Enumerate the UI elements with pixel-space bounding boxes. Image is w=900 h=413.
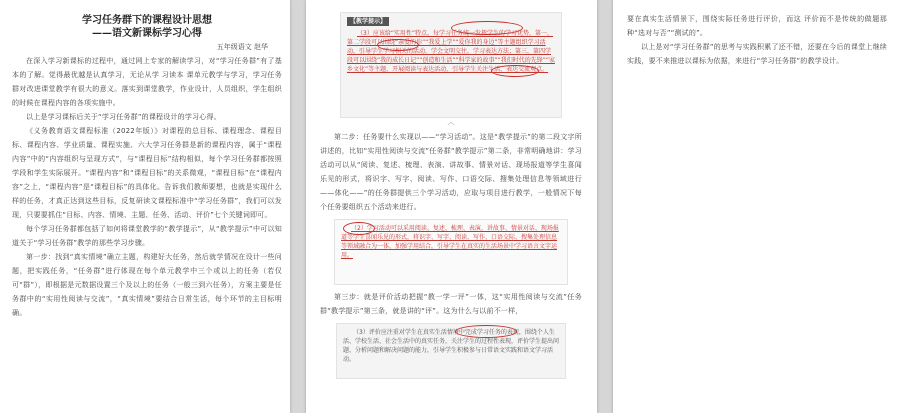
page-1-content xyxy=(12,14,282,320)
body-paragraph: 每个学习任务群都包括了如何将课堂教学的“教学提示”，从“教学提示”中可以知道关于“学习任务群”教学的那些学习步骤。 xyxy=(12,225,282,247)
scanned-excerpt-3 xyxy=(336,323,566,379)
excerpt-text xyxy=(341,224,561,260)
body-paragraph: 第二步：任务要什么实现以——“学习活动”。这是“教学提示”的第二段文字所讲述的，比如“实用性阅读与交流”任务群“教学提示”第二条，非常明确地讲：学习活动可以从“阅读、复述、梳理、表演、讲故事、情景对话、现场报道等学生喜闻乐见的形式，将识字、写字、阅读、写作、口语交际、搜集处理信息等领域进行——体化——”的任务群提供三个学习活动，应取与项目进行教学，一般情况下每个任务要组织五个活动来进行。 xyxy=(320,133,582,211)
body-paragraph: 《义务教育语文课程标准（2022年版）》对课程的总目标、课程理念、课程目标、课程内容、学业质量、课程实施、六大学习任务群是新的课程内容，属于“课程内容”中的“内容组织与呈现方式”，与“课程目标”结构相似，每个学习任务群都按照学段和学生实际展开。“课程内容”和“课程目标”的关系微观，“课程目标”在“课程内容”之上，“课程内容”是“课程目标”的具体化。告诉我们教师要想，也就是实现什么样的任务，才真正达到这些目标，反复研读文课程标准中“学习任务群”，我们可以发现，只要要抓住“目标、内容、情境、主题、任务、活动、评价”七个关键词即可。 xyxy=(12,127,282,219)
body-paragraph: 第三步：就是评价活动把握“教一学一评”一体，这“实用性阅读与交流”任务群“教学提示”第三条，就是讲的“评”。这为什么与以前不一样， xyxy=(320,293,582,315)
scanned-excerpt-2 xyxy=(334,219,568,285)
author-byline: 五年级语文 赵华 xyxy=(216,43,268,51)
page-3-content xyxy=(627,12,887,68)
annotated-text: （3）应该给“实用性”特点，每学习任务统一发挥学生的学习优势，第一，第二学段可以围绕“亲爱的你”“我爱上学”“爱你我的身边”等主题组织学习活动，引导学生学习相关的活动，学会文明交往，学习表达方法；第三，第四学段可以围绕“我的成长日记”“创造和生活”“科学家的故事”“我们时代的先锋”“家乡文化”等主题，开展阅读与表达活动，引导学生关注生活，表达交流观点。 xyxy=(347,30,555,73)
collapse-handle[interactable]: ︿ xyxy=(447,118,455,126)
excerpt-text: （3）评价应注重对学生在真实生活情境中完成学习任务的表现，围绕个人生活、学校生活、社会生活中的真实任务，关注学生的过程性表现，评价学生提出问题、分析问题和解决问题的能力，引导学生积极参与日常语文实践和语文学习活动。 xyxy=(343,329,560,363)
body-paragraph: 以上是学习课标后关于“学习任务群”的课程设计的学习心得。 xyxy=(26,113,221,121)
document-page-3 xyxy=(613,0,900,413)
document-page-2 xyxy=(306,0,597,413)
page-2-content xyxy=(320,0,582,379)
document-subtitle: ——语文新课标学习心得 xyxy=(92,28,202,39)
document-page-1 xyxy=(0,0,290,413)
body-paragraph: 第一步：找到“真实情境”确立主题，构建好大任务，然后就学情况在设计一些问题，把实践任务，“任务群”进行体现在每个单元教学中三个或以上的任务（若仅可“群”），即根据是元数据设置三个及以上的任务（一般三到六任务），方案主要是任务群中的“实用性阅读与交流”，“真实情境”要结合日常生活，每个环节的主目标明确。 xyxy=(12,253,282,317)
body-paragraph: 在深入学习新课标的过程中，通过网上专家的解读学习，对“学习任务群”有了基本的了解。觉得最优越是认真学习，无论从学 习读本 课单元教学与学习，学习任务群对改进课堂教学有很大的意义。落实到课堂教学，作业设计，人员组织，学生组织的时候在课程内容的各项实施中。 xyxy=(12,57,282,107)
scanned-excerpt-1 xyxy=(340,12,562,118)
excerpt-text xyxy=(347,29,555,74)
body-paragraph: 要在真实生活情景下，围绕实际任务进行评价，而这 评价而不是传统的做题那种“选对与否”“测试的”。 xyxy=(627,15,887,37)
body-paragraph: 以上是对“学习任务群”的思考与实践积累了还不错，还要在今后的课堂上继续实践，要不来推进以课标为依据，来进行“学习任务群”的教学设计。 xyxy=(627,43,887,65)
annotated-text: （2）学习活动可以采用阅读、复述、梳理、表演、讲故事、情景对话、现场报道等学生喜闻乐见的形式，将识字、写字、阅读、写作、口语交际、搜集处理信息等领域融合为一体，加强学用结合，引导学生在真实的生活场景中学习语言文字运用。 xyxy=(341,225,559,259)
excerpt-heading: 【教学提示】 xyxy=(347,17,389,26)
document-title: 学习任务群下的课程设计思想 xyxy=(82,15,212,26)
